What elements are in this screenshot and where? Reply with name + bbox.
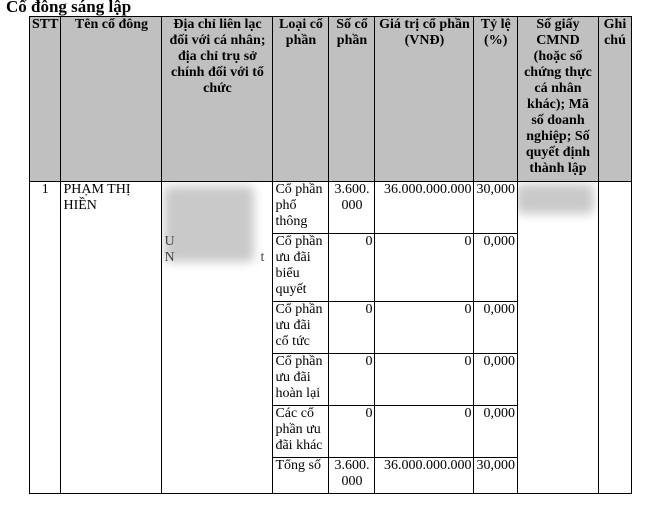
table-row — [30, 182, 632, 234]
cell-share-count: 0 — [329, 302, 375, 354]
cell-ratio: 0,000 — [474, 234, 518, 302]
cell-id-document — [517, 182, 598, 494]
header-id-document: Số giấy CMND (hoặc số chứng thực cá nhân khác); Mã số doanh nghiệp; Số quyết định thành lập — [517, 17, 598, 182]
cell-share-count: 0 — [329, 354, 375, 406]
redacted-id-blur — [517, 184, 594, 214]
cell-ratio: 0,000 — [474, 302, 518, 354]
cell-share-count: 0 — [329, 234, 375, 302]
cell-value: 0 — [375, 302, 474, 354]
cell-total-value: 36.000.000.000 — [375, 458, 474, 494]
cell-share-type: Cổ phần ưu đãi biểu quyết — [273, 234, 329, 302]
cell-share-type: Cổ phần phổ thông — [273, 182, 329, 234]
cell-total-ratio: 30,000 — [474, 458, 518, 494]
header-ratio: Tỷ lệ (%) — [474, 17, 518, 182]
header-share-type: Loại cổ phần — [273, 17, 329, 182]
cell-address — [162, 182, 273, 494]
header-stt: STT — [30, 17, 61, 182]
header-value: Giá trị cổ phần (VNĐ) — [375, 17, 474, 182]
cell-value: 0 — [375, 406, 474, 458]
cell-ratio: 0,000 — [474, 354, 518, 406]
cell-note — [598, 182, 631, 494]
cell-stt: 1 — [30, 182, 61, 494]
header-name: Tên cổ đông — [61, 17, 162, 182]
cell-share-type: Các cổ phần ưu đãi khác — [273, 406, 329, 458]
address-partial-text-2: t — [260, 250, 265, 265]
cell-share-count: 3.600.000 — [329, 182, 375, 234]
cell-share-count: 0 — [329, 406, 375, 458]
header-row — [30, 17, 632, 182]
cell-value: 0 — [375, 234, 474, 302]
cell-value: 36.000.000.000 — [375, 182, 474, 234]
cell-ratio: 0,000 — [474, 406, 518, 458]
header-share-count: Số cổ phần — [329, 17, 375, 182]
cell-total-label: Tổng số — [273, 458, 329, 494]
cell-share-type: Cổ phần ưu đãi cổ tức — [273, 302, 329, 354]
section-title: Cổ đông sáng lập — [6, 0, 132, 16]
cell-share-type: Cổ phần ưu đãi hoàn lại — [273, 354, 329, 406]
header-address: Địa chỉ liên lạc đối với cá nhân; địa chỉ trụ sở chính đối với tổ chức — [162, 17, 273, 182]
redacted-address-blur — [164, 186, 254, 262]
founding-shareholders-table — [29, 16, 632, 494]
cell-value: 0 — [375, 354, 474, 406]
address-partial-text: U N — [164, 234, 175, 265]
cell-total-count: 3.600.000 — [329, 458, 375, 494]
header-note: Ghi chú — [598, 17, 631, 182]
cell-ratio: 30,000 — [474, 182, 518, 234]
cell-shareholder-name: PHẠM THỊ HIỀN — [61, 182, 162, 494]
